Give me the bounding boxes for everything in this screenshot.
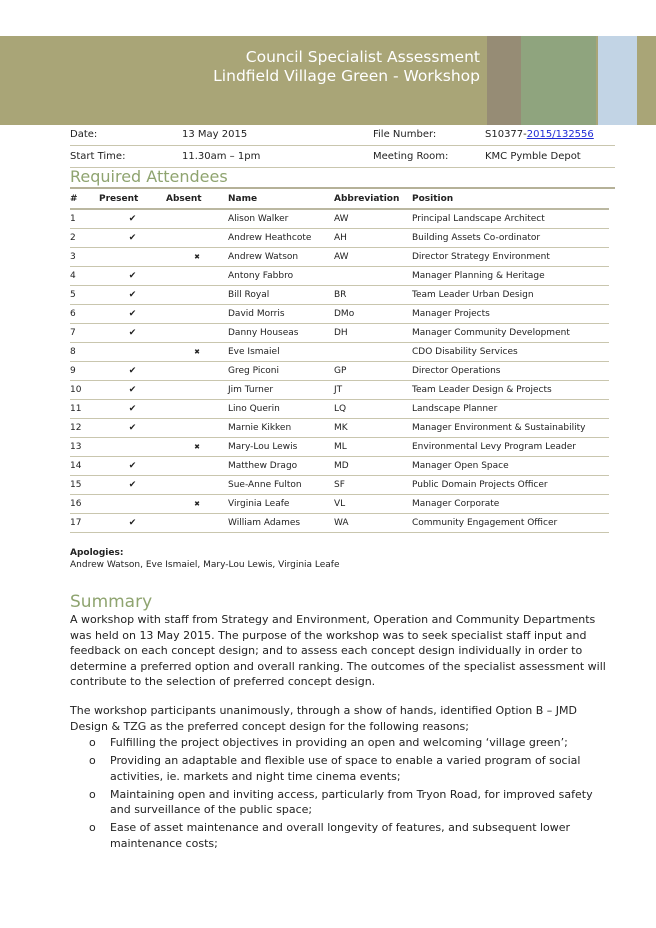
- header-num: #: [70, 189, 99, 209]
- attendee-name: Andrew Watson: [228, 248, 334, 267]
- attendee-abbreviation: SF: [334, 476, 412, 495]
- meta-row-date: [70, 124, 615, 146]
- absent-mark: [166, 362, 228, 381]
- reasons-list: [70, 735, 615, 854]
- bullet-icon: o: [89, 754, 96, 767]
- present-mark: ✔: [99, 229, 166, 248]
- table-row: [70, 400, 609, 419]
- table-row: [70, 229, 609, 248]
- table-row: [70, 438, 609, 457]
- header-color-strip: [521, 36, 596, 125]
- attendee-abbreviation: BR: [334, 286, 412, 305]
- meeting-room-value: KMC Pymble Depot: [485, 151, 581, 162]
- apologies-names: Andrew Watson, Eve Ismaiel, Mary-Lou Lewis, Virginia Leafe: [70, 560, 340, 570]
- attendee-name: Sue-Anne Fulton: [228, 476, 334, 495]
- reason-text: Maintaining open and inviting access, particularly from Tryon Road, for improved safety and surveillance of the public space;: [110, 787, 593, 816]
- attendee-position: Director Strategy Environment: [412, 248, 609, 267]
- file-number-link[interactable]: 2015/132556: [526, 129, 594, 140]
- table-row: [70, 305, 609, 324]
- absent-mark: [166, 324, 228, 343]
- attendee-name: Eve Ismaiel: [228, 343, 334, 362]
- meeting-details: [70, 124, 615, 168]
- present-mark: [99, 438, 166, 457]
- attendee-position: Landscape Planner: [412, 400, 609, 419]
- title-line-2: Lindfield Village Green - Workshop: [213, 67, 480, 85]
- absent-mark: ✖: [166, 495, 228, 514]
- present-mark: [99, 343, 166, 362]
- bullet-icon: o: [89, 821, 96, 834]
- present-mark: ✔: [99, 362, 166, 381]
- attendee-abbreviation: LQ: [334, 400, 412, 419]
- present-mark: ✔: [99, 381, 166, 400]
- apologies-label: Apologies:: [70, 548, 124, 558]
- attendee-abbreviation: ML: [334, 438, 412, 457]
- attendees-body: [70, 209, 609, 533]
- meeting-room-label: Meeting Room:: [373, 151, 449, 162]
- attendee-number: 3: [70, 248, 99, 267]
- attendee-number: 14: [70, 457, 99, 476]
- table-row: [70, 457, 609, 476]
- absent-mark: ✖: [166, 248, 228, 267]
- attendee-position: Director Operations: [412, 362, 609, 381]
- attendee-number: 15: [70, 476, 99, 495]
- attendee-name: Mary-Lou Lewis: [228, 438, 334, 457]
- attendee-number: 1: [70, 209, 99, 229]
- bullet-icon: o: [89, 787, 96, 801]
- attendee-position: CDO Disability Services: [412, 343, 609, 362]
- attendee-position: Manager Corporate: [412, 495, 609, 514]
- header-color-strip: [487, 36, 521, 125]
- attendee-name: Bill Royal: [228, 286, 334, 305]
- attendee-position: Manager Environment & Sustainability: [412, 419, 609, 438]
- attendee-number: 7: [70, 324, 99, 343]
- table-row: [70, 362, 609, 381]
- attendee-position: Manager Community Development: [412, 324, 609, 343]
- attendees-table: [70, 189, 609, 533]
- reason-text: Providing an adaptable and flexible use of space to enable a varied program of social activities, ie. markets and night time cinema events;: [110, 754, 581, 783]
- absent-mark: [166, 476, 228, 495]
- header-present: Present: [99, 189, 166, 209]
- attendee-abbreviation: MD: [334, 457, 412, 476]
- present-mark: ✔: [99, 514, 166, 533]
- table-row: [70, 419, 609, 438]
- present-mark: ✔: [99, 324, 166, 343]
- date-value: 13 May 2015: [182, 129, 248, 140]
- file-number-prefix: S10377-: [485, 129, 527, 140]
- meta-row-start: [70, 146, 615, 168]
- reason-text: Ease of asset maintenance and overall longevity of features, and subsequent lower maintenance costs;: [110, 821, 571, 850]
- attendee-position: Manager Planning & Heritage: [412, 267, 609, 286]
- absent-mark: [166, 381, 228, 400]
- header-color-strip: [598, 36, 637, 125]
- attendee-number: 16: [70, 495, 99, 514]
- attendee-number: 2: [70, 229, 99, 248]
- attendee-number: 12: [70, 419, 99, 438]
- absent-mark: [166, 400, 228, 419]
- attendee-number: 4: [70, 267, 99, 286]
- attendee-name: Greg Piconi: [228, 362, 334, 381]
- attendee-abbreviation: WA: [334, 514, 412, 533]
- required-attendees-heading: Required Attendees: [70, 167, 228, 186]
- attendee-number: 10: [70, 381, 99, 400]
- file-number-label: File Number:: [373, 129, 437, 140]
- attendee-number: 11: [70, 400, 99, 419]
- list-item: [70, 735, 615, 751]
- file-number-value: [485, 124, 594, 145]
- present-mark: [99, 248, 166, 267]
- attendee-abbreviation: VL: [334, 495, 412, 514]
- start-time-label: Start Time:: [70, 151, 126, 162]
- list-item: [70, 753, 615, 784]
- apologies-block: [70, 547, 340, 571]
- attendee-name: Lino Querin: [228, 400, 334, 419]
- attendee-position: Community Engagement Officer: [412, 514, 609, 533]
- attendee-number: 13: [70, 438, 99, 457]
- attendee-name: Marnie Kikken: [228, 419, 334, 438]
- present-mark: ✔: [99, 305, 166, 324]
- absent-mark: [166, 229, 228, 248]
- present-mark: ✔: [99, 267, 166, 286]
- table-row: [70, 286, 609, 305]
- absent-mark: [166, 514, 228, 533]
- attendee-position: Team Leader Design & Projects: [412, 381, 609, 400]
- attendee-position: Building Assets Co-ordinator: [412, 229, 609, 248]
- attendee-name: Andrew Heathcote: [228, 229, 334, 248]
- attendee-number: 6: [70, 305, 99, 324]
- attendee-abbreviation: AH: [334, 229, 412, 248]
- date-label: Date:: [70, 129, 98, 140]
- attendee-abbreviation: GP: [334, 362, 412, 381]
- absent-mark: ✖: [166, 343, 228, 362]
- absent-mark: [166, 209, 228, 229]
- absent-mark: [166, 457, 228, 476]
- table-row: [70, 209, 609, 229]
- attendee-abbreviation: DH: [334, 324, 412, 343]
- list-item: [70, 820, 615, 851]
- table-row: [70, 381, 609, 400]
- attendee-position: Public Domain Projects Officer: [412, 476, 609, 495]
- attendee-number: 9: [70, 362, 99, 381]
- reason-text: Fulfilling the project objectives in providing an open and welcoming ‘village green’;: [110, 736, 568, 749]
- attendee-name: William Adames: [228, 514, 334, 533]
- attendee-name: Virginia Leafe: [228, 495, 334, 514]
- present-mark: ✔: [99, 419, 166, 438]
- attendee-number: 5: [70, 286, 99, 305]
- summary-paragraph-1: A workshop with staff from Strategy and Environment, Operation and Community Departments was held on 13 May 2015. The purpose of the workshop was to seek specialist staff input and feedback on each concept design; and to assess each concept design individually in order to determine a preferred option and overall ranking. The outcomes of the specialist assessment will contribute to the selection of preferred concept design.: [70, 613, 606, 688]
- absent-mark: [166, 267, 228, 286]
- attendee-name: Jim Turner: [228, 381, 334, 400]
- table-row: [70, 248, 609, 267]
- attendee-abbreviation: DMo: [334, 305, 412, 324]
- attendee-abbreviation: JT: [334, 381, 412, 400]
- attendee-position: Environmental Levy Program Leader: [412, 438, 609, 457]
- summary-paragraph-2: The workshop participants unanimously, through a show of hands, identified Option B – JMD Design & TZG as the preferred concept design for the following reasons;: [70, 704, 578, 733]
- attendee-abbreviation: [334, 267, 412, 286]
- header-position: Position: [412, 189, 609, 209]
- header-absent: Absent: [166, 189, 228, 209]
- attendee-name: David Morris: [228, 305, 334, 324]
- present-mark: ✔: [99, 457, 166, 476]
- table-row: [70, 514, 609, 533]
- attendee-position: Manager Projects: [412, 305, 609, 324]
- absent-mark: [166, 305, 228, 324]
- summary-heading: Summary: [70, 592, 153, 612]
- attendee-position: Team Leader Urban Design: [412, 286, 609, 305]
- attendee-number: 17: [70, 514, 99, 533]
- list-item: [70, 787, 615, 818]
- attendee-number: 8: [70, 343, 99, 362]
- table-row: [70, 476, 609, 495]
- table-row: [70, 343, 609, 362]
- absent-mark: ✖: [166, 438, 228, 457]
- absent-mark: [166, 286, 228, 305]
- attendee-name: Alison Walker: [228, 209, 334, 229]
- table-row: [70, 267, 609, 286]
- present-mark: ✔: [99, 400, 166, 419]
- table-header-row: [70, 189, 609, 209]
- attendee-abbreviation: MK: [334, 419, 412, 438]
- header-name: Name: [228, 189, 334, 209]
- absent-mark: [166, 419, 228, 438]
- present-mark: ✔: [99, 476, 166, 495]
- attendee-position: Principal Landscape Architect: [412, 209, 609, 229]
- attendee-position: Manager Open Space: [412, 457, 609, 476]
- attendee-name: Danny Houseas: [228, 324, 334, 343]
- attendee-name: Antony Fabbro: [228, 267, 334, 286]
- attendee-abbreviation: AW: [334, 209, 412, 229]
- title-line-1: Council Specialist Assessment: [245, 48, 480, 66]
- attendee-abbreviation: [334, 343, 412, 362]
- present-mark: ✔: [99, 209, 166, 229]
- present-mark: ✔: [99, 286, 166, 305]
- bullet-icon: o: [89, 736, 96, 749]
- start-time-value: 11.30am – 1pm: [182, 151, 261, 162]
- header-abbreviation: Abbreviation: [334, 189, 412, 209]
- table-row: [70, 324, 609, 343]
- table-row: [70, 495, 609, 514]
- attendee-name: Matthew Drago: [228, 457, 334, 476]
- present-mark: [99, 495, 166, 514]
- attendee-abbreviation: AW: [334, 248, 412, 267]
- document-title: [213, 48, 480, 86]
